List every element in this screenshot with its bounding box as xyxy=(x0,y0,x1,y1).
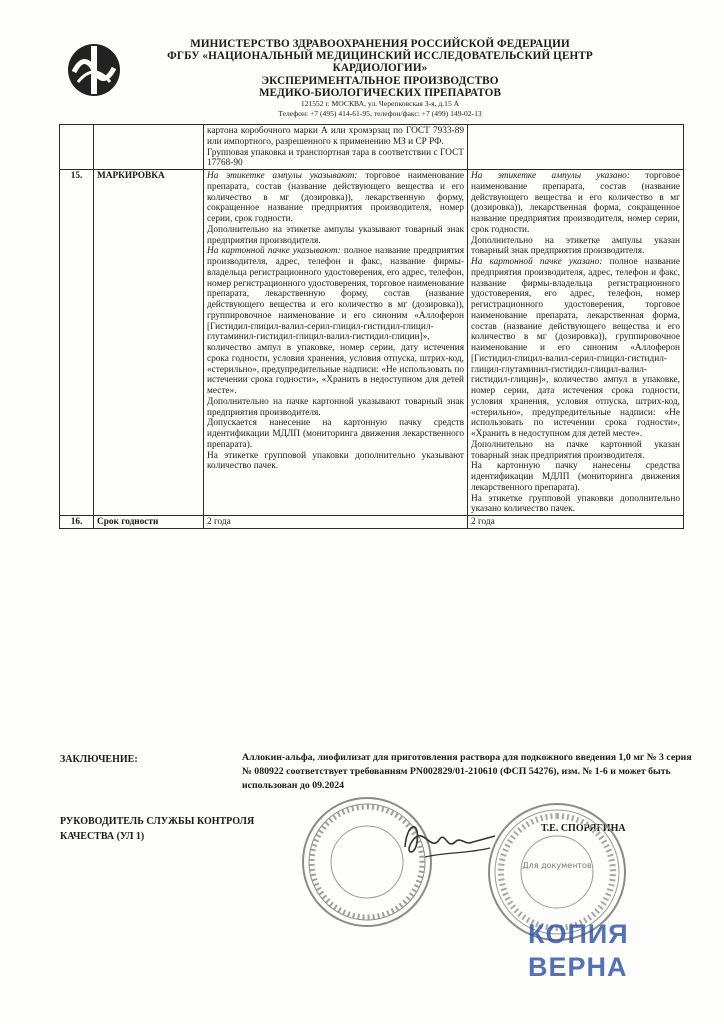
packaging-text: картона коробочного марки А или хромэрзац по ГОСТ 7933-89 или импортного, разрешенного к применению МЗ и СР РФ. xyxy=(207,126,464,147)
result-cell: 2 года xyxy=(468,516,684,529)
row-name-cell xyxy=(94,125,204,170)
phones: Телефон: +7 (495) 414-61-95, телефон/факс: +7 (499) 149-02-13 xyxy=(278,109,482,119)
stamp-line-kopia: КОПИЯ xyxy=(528,919,629,949)
req-text: полное название предприятия производителя, адрес, телефон и факс, название фирмы-владельца регистрационного удостоверения, его адрес, телефон, номер регистрационного удостоверения, торговое наименование препарата, лекарственную форму, состав (название действующего вещества и его количество в мг (дозировка)), группировочное наименование и его синоним «Аллоферон [Гистидил-глицил-валил-серил-глицил-гистидил-глицил-глутаминил-гистидил-глицил-валил-гистидил-глицин]», количество ампул в упаковке, номер серии, дату истечения срока годности, условия хранения, условия отпуска, штрих-код, «стерильно», предупредительные надписи: «Не использовать по истечении срока годности», «Хранить в недоступном для детей месте». xyxy=(207,246,464,396)
res-text: торговое наименование препарата, состав (название действующего вещества и его количество в мг (дозировка)), лекарственная форма, сокращенное название предприятия производителя, номер серии, срок годности. xyxy=(471,171,680,235)
req-paragraph xyxy=(207,171,464,225)
requirement-cell xyxy=(204,125,468,170)
result-cell xyxy=(468,170,684,516)
institution-logo xyxy=(66,42,122,98)
req-lead: На этикетке ампулы указывают: xyxy=(207,171,358,181)
signatory-role: РУКОВОДИТЕЛЬ СЛУЖБЫ КОНТРОЛЯ КАЧЕСТВА (УЛ 1) xyxy=(60,816,255,842)
table-row-continuation xyxy=(60,125,684,170)
seal-text: Для документов xyxy=(522,861,592,870)
group-packaging-text: Групповая упаковка и транспортная тара в соответствии с ГОСТ 17768-90 xyxy=(207,147,464,169)
res-paragraph: На этикетке групповой упаковки дополнительно указано количество пачек. xyxy=(471,493,680,515)
req-text: торговое наименование препарата, состав (название действующего вещества и его количество в мг (дозировка)), лекарственную форму, сокращенное название предприятия производителя, номер серии, срок годности. xyxy=(207,171,464,224)
conclusion-text: Аллокин-альфа, лиофилизат для приготовления раствора для подкожного введения 1,0 мг № 3 серия № 080922 соответствует требованиям РN002829/01-210610 (ФСП 54276), изм. № 1-6 и может быть использован до 09.2024 xyxy=(242,752,692,791)
req-paragraph: На этикетке групповой упаковки дополнительно указывают количество пачек. xyxy=(207,450,464,472)
ministry-title: МИНИСТЕРСТВО ЗДРАВООХРАНЕНИЯ РОССИЙСКОЙ ФЕДЕРАЦИИ xyxy=(190,38,570,50)
res-paragraph xyxy=(471,257,680,440)
res-paragraph: На картонную пачку нанесены средства идентификации МДЛП (мониторинга движения лекарственного препарата). xyxy=(471,461,680,493)
req-lead: На картонной пачке указывают: xyxy=(207,246,341,257)
copy-certification-stamp xyxy=(528,918,648,984)
row-name: МАРКИРОВКА xyxy=(94,170,204,516)
row-num-cell xyxy=(60,125,94,170)
address: 121552 г. МОСКВА, ул. Черепковская 3-я, д.15 А xyxy=(300,99,460,109)
stamp-line-verna: ВЕРНА xyxy=(528,952,628,982)
res-lead: На картонной пачке указано: xyxy=(471,257,603,267)
requirement-cell: 2 года xyxy=(204,516,468,529)
signatory-name: Т.Е. СПОРЯГИНА xyxy=(541,823,626,834)
handwritten-signature-icon xyxy=(395,812,505,867)
res-text: полное название предприятия производителя, адрес, телефон и факс, название фирмы-владельца регистрационного удостоверения, его адрес, телефон, номер регистрационного удостоверения, торговое наименование препарата, лекарственная форма, состав (название действующего вещества и его количество в мг (дозировка)), группировочное наименование и его синоним «Аллоферон [Гистидил-глицил-валил-серил-глицил-гистидил-глицил-глутаминил-гистидил-глицил-валил-гистидил-глицин]», количество ампул в упаковке, номер серии, дата истечения срока годности, условия хранения, условия отпуска, штрих-код, «стерильно», предупредительные надписи: «Не использовать по истечении срока годности», «Хранить в недоступном для детей месте». xyxy=(471,257,681,439)
conclusion-label: ЗАКЛЮЧЕНИЕ: xyxy=(60,754,138,765)
req-paragraph: Допускается нанесение на картонную пачку средств идентификации МДЛП (мониторинга движения лекарственного препарата). xyxy=(207,418,464,450)
res-paragraph xyxy=(471,171,680,236)
center-title: ФГБУ «НАЦИОНАЛЬНЫЙ МЕДИЦИНСКИЙ ИССЛЕДОВАТЕЛЬСКИЙ ЦЕНТР КАРДИОЛОГИИ» xyxy=(167,50,593,75)
production-title: ЭКСПЕРИМЕНТАЛЬНОЕ ПРОИЗВОДСТВО xyxy=(261,74,499,87)
res-paragraph: Дополнительно на этикетке ампулы указан товарный знак предприятия производителя. xyxy=(471,235,680,257)
row-num: 15. xyxy=(60,170,94,516)
department-title: МЕДИКО-БИОЛОГИЧЕСКИХ ПРЕПАРАТОВ xyxy=(258,86,502,99)
row-name: Срок годности xyxy=(94,516,204,529)
req-paragraph: Дополнительно на этикетке ампулы указывают товарный знак предприятия производителя. xyxy=(207,224,464,246)
req-paragraph xyxy=(207,246,464,397)
req-paragraph: Дополнительно на пачке картонной указывают товарный знак предприятия производителя. xyxy=(207,396,464,418)
result-cell xyxy=(468,125,684,170)
requirement-cell xyxy=(204,170,468,516)
letterhead xyxy=(130,38,630,119)
res-lead: На этикетке ампулы указано: xyxy=(471,171,630,181)
table-row-shelf-life xyxy=(60,516,684,529)
row-num: 16. xyxy=(60,516,94,529)
res-paragraph: Дополнительно на пачке картонной указан товарный знак предприятия производителя. xyxy=(471,439,680,461)
table-row-labeling xyxy=(60,170,684,516)
spec-table xyxy=(59,124,684,529)
